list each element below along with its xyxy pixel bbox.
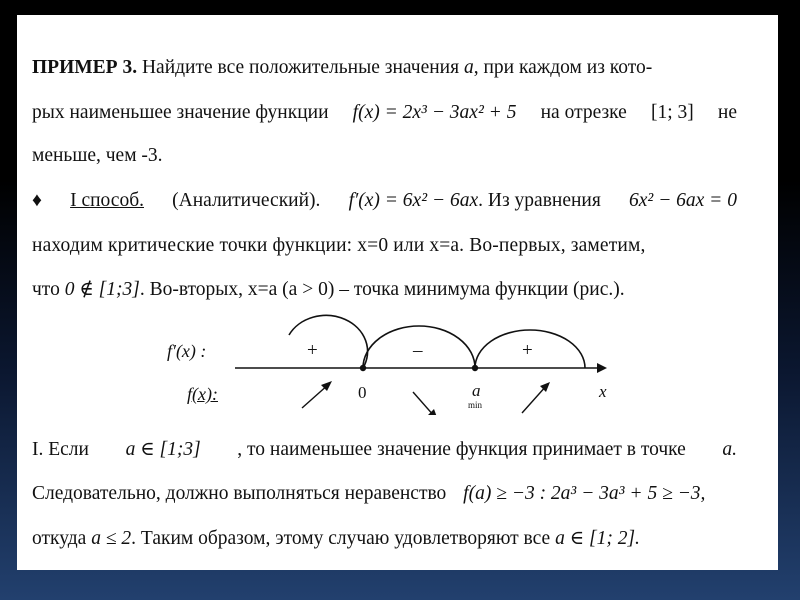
min-label: min [468, 400, 483, 410]
point-a-label: a [472, 381, 481, 400]
problem-text: Найдите все положительные значения [137, 57, 464, 78]
method-text: . Из уравнения [478, 190, 601, 211]
case-line-1 [32, 438, 737, 462]
problem-text: рых наименьшее значение функции [32, 102, 329, 123]
point-zero-dot [360, 365, 366, 371]
case-text: откуда [32, 528, 87, 549]
case-set: a ∈ [1; 2]. [555, 528, 640, 549]
case-text: Следовательно, должно выполняться неравенство [32, 483, 447, 504]
arc-left [289, 315, 368, 368]
derivative-formula: f′(x) = 6x² − 6ax [348, 190, 479, 211]
example-label: ПРИМЕР 3. [32, 57, 138, 78]
increasing-arrow-icon [302, 381, 332, 408]
method-kind: (Аналитический). [172, 190, 321, 211]
point-a-dot [472, 365, 478, 371]
case-condition: a ∈ [1;3] [125, 439, 201, 460]
f-label: f(x): [187, 384, 218, 404]
bullet-icon: ♦ [32, 190, 42, 211]
case-line-2 [32, 482, 705, 506]
function-formula: f(x) = 2x³ − 3ax² + 5 [352, 102, 517, 123]
sign-minus: – [413, 340, 423, 361]
equation: 6x² − 6ax = 0 [628, 190, 737, 211]
var-a: a [463, 57, 474, 78]
increasing-arrow-icon [522, 382, 550, 413]
inequality: f(a) ≥ −3 : 2a³ − 3a³ + 5 ≥ −3, [463, 483, 706, 504]
sign-plus-right: + [522, 340, 533, 361]
case-text-cont: . Таким образом, этому случаю удовлетворяют все [131, 528, 551, 549]
slide-card [17, 15, 778, 570]
decreasing-arrow-icon [413, 392, 438, 415]
interval: [1; 3] [650, 102, 694, 123]
axis-arrowhead-icon [597, 363, 607, 373]
method-text: что [32, 279, 60, 300]
problem-text-cont: , при каждом из кото- [473, 57, 653, 78]
case-result: a ≤ 2 [91, 528, 132, 549]
case-line-3 [32, 527, 640, 551]
case-point: a. [722, 439, 737, 460]
case-text: , то наименьшее значение функция принимает в точке [237, 439, 686, 460]
method-name: I способ. [70, 190, 144, 211]
axis-x-label: x [599, 382, 607, 401]
case-text: I. Если [32, 439, 89, 460]
method-line-2: находим критические точки функции: x=0 или x=a. Во-первых, заметим, [32, 235, 646, 256]
sign-plus-left: + [307, 340, 318, 361]
problem-line-3: меньше, чем -3. [32, 145, 163, 166]
not-in-expr: 0 ∉ [1;3] [64, 279, 140, 300]
problem-text: не [717, 102, 737, 123]
sign-diagram [17, 15, 778, 415]
method-text-cont: . Во-вторых, x=a (a > 0) – точка минимума функции (рис.). [139, 279, 625, 300]
problem-text: на отрезке [540, 102, 627, 123]
point-zero-label: 0 [358, 383, 367, 402]
fprime-label: f′(x) : [167, 341, 207, 361]
